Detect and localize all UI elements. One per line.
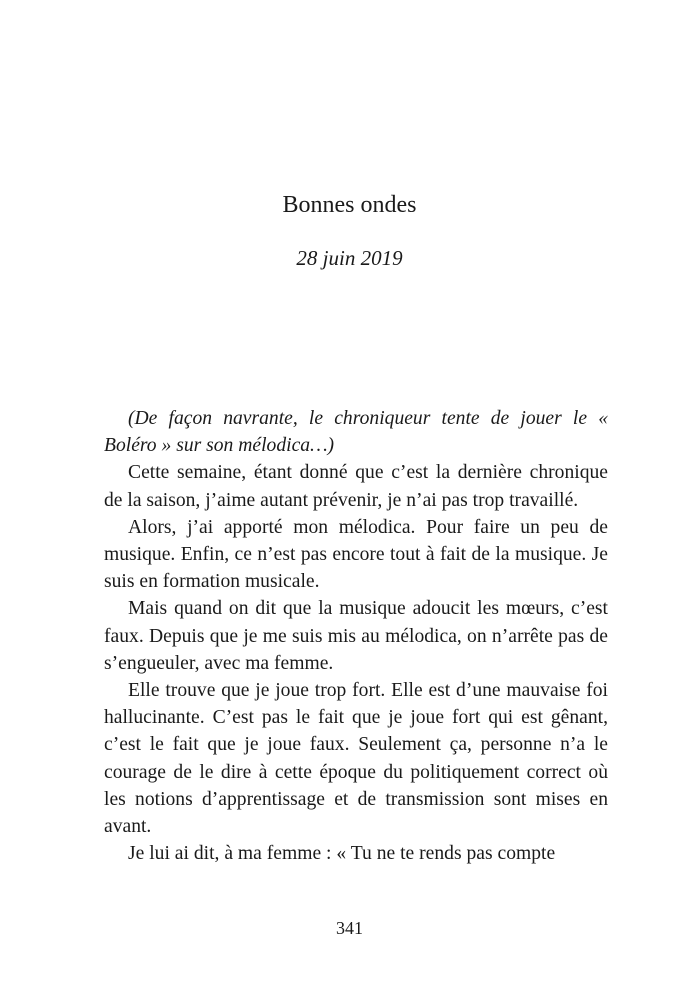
paragraph: Alors, j’ai apporté mon mélodica. Pour faire un peu de musique. Enfin, ce n’est pas encore tout à fait de la musique. Je suis en formation musicale. — [104, 516, 608, 593]
body-text — [104, 405, 608, 867]
intro-paragraph: (De façon navrante, le chroniqueur tente de jouer le « Boléro » sur son mélodica…) — [104, 408, 608, 457]
chapter-title: Bonnes ondes — [282, 192, 417, 218]
page-number: 341 — [336, 918, 363, 938]
paragraph: Elle trouve que je joue trop fort. Elle est d’une mauvaise foi hallucinante. C’est pas le fait que je joue fort qui est gênant, c’est le fait que je joue faux. Seulement ça, personne n’a le courage de le dire à cette époque du politiquement correct où les notions d’apprentissage et de transmission sont mises en avant. — [104, 680, 608, 838]
paragraph: Mais quand on dit que la musique adoucit les mœurs, c’est faux. Depuis que je me suis mis au mélodica, on n’arrête pas de s’engueuler, avec ma femme. — [104, 598, 608, 674]
paragraph: Je lui ai dit, à ma femme : « Tu ne te rends pas compte — [128, 843, 556, 865]
chapter-date: 28 juin 2019 — [296, 246, 403, 270]
paragraph: Cette semaine, étant donné que c’est la dernière chronique de la saison, j’aime autant prévenir, je n’ai pas trop travaillé. — [104, 462, 608, 511]
